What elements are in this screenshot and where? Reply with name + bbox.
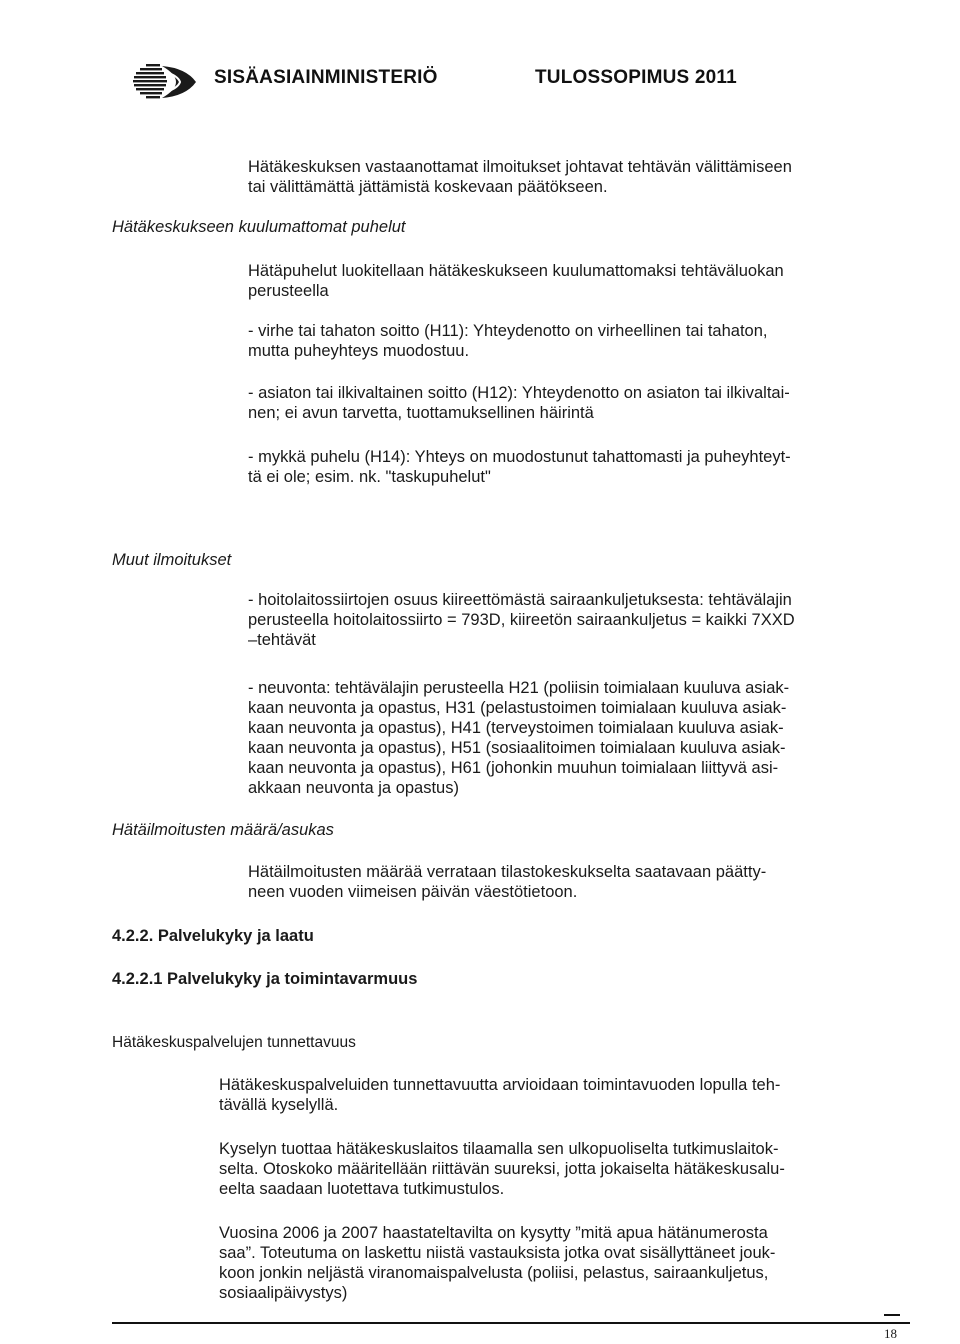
heading-tunnettavuus: Hätäkeskuspalvelujen tunnettavuus xyxy=(112,1034,356,1051)
paragraph-h14: - mykkä puhelu (H14): Yhteys on muodostunut tahattomasti ja puheyhteyt- tä ei ole; esim. nk. "taskupuhelut" xyxy=(248,448,791,486)
heading-4-2-2: 4.2.2. Palvelukyky ja laatu xyxy=(112,927,314,945)
ministry-name: SISÄASIAINMINISTERIÖ xyxy=(214,67,438,88)
heading-kuulumattomat: Hätäkeskukseen kuulumattomat puhelut xyxy=(112,218,406,236)
paragraph-kysely: Hätäkeskuspalveluiden tunnettavuutta arvioidaan toimintavuoden lopulla teh- tävällä kyselyllä. xyxy=(219,1076,781,1114)
heading-4-2-2-1: 4.2.2.1 Palvelukyky ja toimintavarmuus xyxy=(112,970,418,988)
heading-muut-ilmoitukset: Muut ilmoitukset xyxy=(112,551,232,569)
footer-rule xyxy=(112,1322,910,1324)
paragraph-vuosina: Vuosina 2006 ja 2007 haastateltavilta on kysytty ”mitä apua hätänumerosta saa”. Toteutuma on laskettu niistä vastauksista jotka ovat sisällyttäneet jouk- koon jonkin neljästä viranomaispalvelusta (poliisi, pelastus, sairaankuljetus, sosiaalipäivystys) xyxy=(219,1224,776,1302)
heading-maara-asukas: Hätäilmoitusten määrä/asukas xyxy=(112,821,334,839)
paragraph-neuvonta: - neuvonta: tehtävälajin perusteella H21 (poliisin toimialaan kuuluva asiak- kaan neuvonta ja opastus, H31 (pelastustoimen toimialaan kuuluva asiak- kaan neuvonta ja opastus), H41 (terveystoimen toimialaan kuuluva asiak- kaan neuvonta ja opastus), H51 (sosiaalitoimen toimialaan kuuluva asiak- kaan neuvonta ja opastus), H61 (johonkin muuhun toimialaan liittyvä asi- akkaan neuvonta ja opastus) xyxy=(248,679,790,797)
page-number-underline xyxy=(884,1314,900,1316)
paragraph-h11: - virhe tai tahaton soitto (H11): Yhteydenotto on virheellinen tai tahaton, mutta puheyhteys muodostuu. xyxy=(248,322,768,360)
paragraph-luokittelu: Hätäpuhelut luokitellaan hätäkeskukseen kuulumattomaksi tehtäväluokan perusteella xyxy=(248,262,784,300)
ministry-logo xyxy=(112,58,204,106)
paragraph-h12: - asiaton tai ilkivaltainen soitto (H12): Yhteydenotto on asiaton tai ilkivaltai- nen; ei avun tarvetta, tuottamuksellinen häirintä xyxy=(248,384,790,422)
document-title: TULOSSOPIMUS 2011 xyxy=(535,67,737,88)
page-number: 18 xyxy=(884,1326,897,1341)
paragraph-hoitolaitossiirrot: - hoitolaitossiirtojen osuus kiireettömästä sairaankuljetuksesta: tehtävälajin perusteella hoitolaitossiirto = 793D, kiireetön sairaankuljetus = kaikki 7XXD –tehtävät xyxy=(248,591,795,649)
paragraph-tutkimuslaitos: Kyselyn tuottaa hätäkeskuslaitos tilaamalla sen ulkopuoliselta tutkimuslaitok- selta. Otoskoko määritellään riittävän suureksi, jotta jokaiselta hätäkeskusalu- eelta saadaan luotettava tutkimustulos. xyxy=(219,1140,785,1198)
paragraph-vaestotieto: Hätäilmoitusten määrää verrataan tilastokeskukselta saatavaan päätty- neen vuoden viimeisen päivän väestötietoon. xyxy=(248,863,767,901)
paragraph-intro: Hätäkeskuksen vastaanottamat ilmoitukset johtavat tehtävän välittämiseen tai välittämättä jättämistä koskevaan päätökseen. xyxy=(248,158,792,196)
